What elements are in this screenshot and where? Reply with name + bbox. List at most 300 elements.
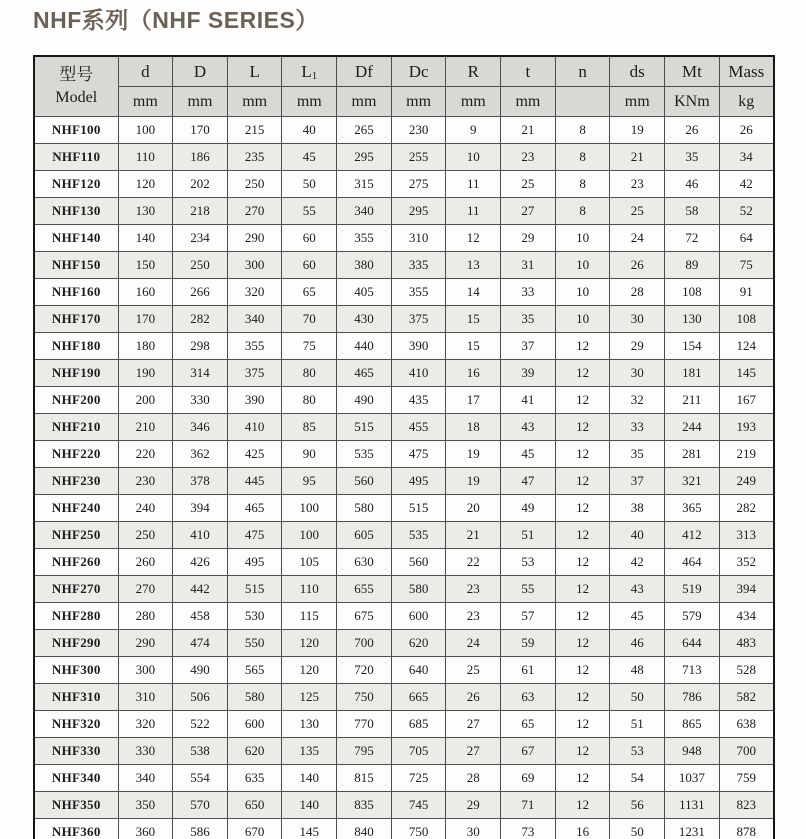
value-cell: 24 bbox=[610, 225, 665, 252]
value-cell: 266 bbox=[173, 279, 228, 306]
value-cell: 685 bbox=[391, 711, 446, 738]
value-cell: 360 bbox=[118, 819, 173, 839]
value-cell: 115 bbox=[282, 603, 337, 630]
table-row bbox=[34, 495, 774, 522]
table-row bbox=[34, 279, 774, 306]
value-cell: 675 bbox=[337, 603, 392, 630]
column-header: n bbox=[555, 56, 610, 87]
value-cell: 55 bbox=[501, 576, 556, 603]
value-cell: 346 bbox=[173, 414, 228, 441]
column-header: Mt bbox=[665, 56, 720, 87]
value-cell: 60 bbox=[282, 252, 337, 279]
value-cell: 14 bbox=[446, 279, 501, 306]
value-cell: 17 bbox=[446, 387, 501, 414]
value-cell: 65 bbox=[282, 279, 337, 306]
value-cell: 474 bbox=[173, 630, 228, 657]
value-cell: 320 bbox=[118, 711, 173, 738]
value-cell: 64 bbox=[719, 225, 774, 252]
value-cell: 465 bbox=[227, 495, 282, 522]
column-unit: mm bbox=[501, 87, 556, 117]
value-cell: 442 bbox=[173, 576, 228, 603]
value-cell: 193 bbox=[719, 414, 774, 441]
value-cell: 16 bbox=[446, 360, 501, 387]
value-cell: 475 bbox=[391, 441, 446, 468]
value-cell: 795 bbox=[337, 738, 392, 765]
model-cell: NHF310 bbox=[34, 684, 118, 711]
model-cell: NHF130 bbox=[34, 198, 118, 225]
value-cell: 705 bbox=[391, 738, 446, 765]
value-cell: 16 bbox=[555, 819, 610, 839]
table-row bbox=[34, 738, 774, 765]
value-cell: 410 bbox=[391, 360, 446, 387]
model-cell: NHF340 bbox=[34, 765, 118, 792]
value-cell: 644 bbox=[665, 630, 720, 657]
value-cell: 265 bbox=[337, 117, 392, 144]
model-cell: NHF290 bbox=[34, 630, 118, 657]
value-cell: 365 bbox=[665, 495, 720, 522]
value-cell: 270 bbox=[118, 576, 173, 603]
value-cell: 750 bbox=[337, 684, 392, 711]
header-row-units bbox=[34, 87, 774, 117]
value-cell: 580 bbox=[391, 576, 446, 603]
table-row bbox=[34, 387, 774, 414]
value-cell: 12 bbox=[555, 333, 610, 360]
value-cell: 160 bbox=[118, 279, 173, 306]
value-cell: 49 bbox=[501, 495, 556, 522]
column-header: d bbox=[118, 56, 173, 87]
value-cell: 26 bbox=[610, 252, 665, 279]
value-cell: 295 bbox=[391, 198, 446, 225]
value-cell: 145 bbox=[719, 360, 774, 387]
value-cell: 340 bbox=[118, 765, 173, 792]
value-cell: 13 bbox=[446, 252, 501, 279]
value-cell: 60 bbox=[282, 225, 337, 252]
value-cell: 21 bbox=[610, 144, 665, 171]
value-cell: 32 bbox=[610, 387, 665, 414]
table-header bbox=[34, 56, 774, 117]
value-cell: 670 bbox=[227, 819, 282, 839]
model-cell: NHF270 bbox=[34, 576, 118, 603]
value-cell: 12 bbox=[555, 468, 610, 495]
value-cell: 10 bbox=[446, 144, 501, 171]
table-row bbox=[34, 225, 774, 252]
value-cell: 310 bbox=[118, 684, 173, 711]
value-cell: 1231 bbox=[665, 819, 720, 839]
value-cell: 865 bbox=[665, 711, 720, 738]
value-cell: 350 bbox=[118, 792, 173, 819]
value-cell: 140 bbox=[118, 225, 173, 252]
value-cell: 582 bbox=[719, 684, 774, 711]
model-cell: NHF120 bbox=[34, 171, 118, 198]
value-cell: 29 bbox=[446, 792, 501, 819]
value-cell: 59 bbox=[501, 630, 556, 657]
value-cell: 140 bbox=[282, 765, 337, 792]
value-cell: 430 bbox=[337, 306, 392, 333]
value-cell: 20 bbox=[446, 495, 501, 522]
value-cell: 72 bbox=[665, 225, 720, 252]
value-cell: 91 bbox=[719, 279, 774, 306]
value-cell: 140 bbox=[282, 792, 337, 819]
value-cell: 10 bbox=[555, 252, 610, 279]
value-cell: 33 bbox=[501, 279, 556, 306]
value-cell: 15 bbox=[446, 306, 501, 333]
value-cell: 535 bbox=[337, 441, 392, 468]
page-title: NHF系列（NHF SERIES） bbox=[33, 7, 319, 33]
value-cell: 85 bbox=[282, 414, 337, 441]
value-cell: 25 bbox=[501, 171, 556, 198]
value-cell: 1131 bbox=[665, 792, 720, 819]
value-cell: 41 bbox=[501, 387, 556, 414]
value-cell: 23 bbox=[610, 171, 665, 198]
value-cell: 394 bbox=[173, 495, 228, 522]
value-cell: 230 bbox=[391, 117, 446, 144]
value-cell: 495 bbox=[391, 468, 446, 495]
value-cell: 30 bbox=[610, 360, 665, 387]
value-cell: 15 bbox=[446, 333, 501, 360]
value-cell: 33 bbox=[610, 414, 665, 441]
value-cell: 23 bbox=[446, 576, 501, 603]
value-cell: 45 bbox=[501, 441, 556, 468]
model-cell: NHF330 bbox=[34, 738, 118, 765]
table-row bbox=[34, 630, 774, 657]
value-cell: 27 bbox=[446, 711, 501, 738]
value-cell: 586 bbox=[173, 819, 228, 839]
value-cell: 42 bbox=[719, 171, 774, 198]
value-cell: 281 bbox=[665, 441, 720, 468]
column-unit: mm bbox=[391, 87, 446, 117]
value-cell: 130 bbox=[665, 306, 720, 333]
value-cell: 700 bbox=[337, 630, 392, 657]
value-cell: 840 bbox=[337, 819, 392, 839]
value-cell: 535 bbox=[391, 522, 446, 549]
value-cell: 282 bbox=[719, 495, 774, 522]
column-header: L bbox=[227, 56, 282, 87]
value-cell: 375 bbox=[391, 306, 446, 333]
value-cell: 483 bbox=[719, 630, 774, 657]
value-cell: 506 bbox=[173, 684, 228, 711]
value-cell: 26 bbox=[446, 684, 501, 711]
value-cell: 11 bbox=[446, 198, 501, 225]
table-row bbox=[34, 792, 774, 819]
value-cell: 170 bbox=[173, 117, 228, 144]
value-cell: 605 bbox=[337, 522, 392, 549]
value-cell: 46 bbox=[610, 630, 665, 657]
value-cell: 554 bbox=[173, 765, 228, 792]
table-row bbox=[34, 144, 774, 171]
value-cell: 150 bbox=[118, 252, 173, 279]
model-cell: NHF180 bbox=[34, 333, 118, 360]
value-cell: 100 bbox=[282, 495, 337, 522]
table-row bbox=[34, 468, 774, 495]
value-cell: 12 bbox=[555, 630, 610, 657]
value-cell: 655 bbox=[337, 576, 392, 603]
model-cell: NHF320 bbox=[34, 711, 118, 738]
value-cell: 24 bbox=[446, 630, 501, 657]
value-cell: 380 bbox=[337, 252, 392, 279]
value-cell: 42 bbox=[610, 549, 665, 576]
value-cell: 180 bbox=[118, 333, 173, 360]
value-cell: 515 bbox=[391, 495, 446, 522]
value-cell: 270 bbox=[227, 198, 282, 225]
value-cell: 565 bbox=[227, 657, 282, 684]
table-row bbox=[34, 252, 774, 279]
value-cell: 89 bbox=[665, 252, 720, 279]
value-cell: 340 bbox=[227, 306, 282, 333]
column-unit: kg bbox=[719, 87, 774, 117]
value-cell: 375 bbox=[227, 360, 282, 387]
value-cell: 580 bbox=[337, 495, 392, 522]
value-cell: 390 bbox=[391, 333, 446, 360]
value-cell: 40 bbox=[610, 522, 665, 549]
value-cell: 210 bbox=[118, 414, 173, 441]
value-cell: 455 bbox=[391, 414, 446, 441]
table-row bbox=[34, 198, 774, 225]
value-cell: 51 bbox=[501, 522, 556, 549]
value-cell: 445 bbox=[227, 468, 282, 495]
value-cell: 770 bbox=[337, 711, 392, 738]
value-cell: 124 bbox=[719, 333, 774, 360]
model-cell: NHF140 bbox=[34, 225, 118, 252]
value-cell: 515 bbox=[227, 576, 282, 603]
value-cell: 713 bbox=[665, 657, 720, 684]
value-cell: 170 bbox=[118, 306, 173, 333]
value-cell: 8 bbox=[555, 117, 610, 144]
model-cell: NHF220 bbox=[34, 441, 118, 468]
value-cell: 110 bbox=[118, 144, 173, 171]
value-cell: 560 bbox=[337, 468, 392, 495]
value-cell: 26 bbox=[665, 117, 720, 144]
value-cell: 759 bbox=[719, 765, 774, 792]
value-cell: 23 bbox=[501, 144, 556, 171]
value-cell: 362 bbox=[173, 441, 228, 468]
value-cell: 108 bbox=[719, 306, 774, 333]
value-cell: 815 bbox=[337, 765, 392, 792]
value-cell: 46 bbox=[665, 171, 720, 198]
value-cell: 12 bbox=[555, 684, 610, 711]
column-header: Df bbox=[337, 56, 392, 87]
value-cell: 220 bbox=[118, 441, 173, 468]
table-row bbox=[34, 522, 774, 549]
value-cell: 63 bbox=[501, 684, 556, 711]
value-cell: 21 bbox=[501, 117, 556, 144]
value-cell: 250 bbox=[227, 171, 282, 198]
value-cell: 12 bbox=[555, 522, 610, 549]
value-cell: 45 bbox=[610, 603, 665, 630]
value-cell: 550 bbox=[227, 630, 282, 657]
value-cell: 135 bbox=[282, 738, 337, 765]
value-cell: 110 bbox=[282, 576, 337, 603]
value-cell: 522 bbox=[173, 711, 228, 738]
value-cell: 12 bbox=[555, 792, 610, 819]
value-cell: 579 bbox=[665, 603, 720, 630]
value-cell: 314 bbox=[173, 360, 228, 387]
column-header: D bbox=[173, 56, 228, 87]
model-cell: NHF350 bbox=[34, 792, 118, 819]
value-cell: 38 bbox=[610, 495, 665, 522]
value-cell: 235 bbox=[227, 144, 282, 171]
value-cell: 80 bbox=[282, 360, 337, 387]
value-cell: 75 bbox=[282, 333, 337, 360]
value-cell: 80 bbox=[282, 387, 337, 414]
value-cell: 35 bbox=[501, 306, 556, 333]
value-cell: 340 bbox=[337, 198, 392, 225]
table-row bbox=[34, 765, 774, 792]
value-cell: 355 bbox=[227, 333, 282, 360]
value-cell: 43 bbox=[610, 576, 665, 603]
value-cell: 275 bbox=[391, 171, 446, 198]
value-cell: 218 bbox=[173, 198, 228, 225]
value-cell: 12 bbox=[555, 495, 610, 522]
value-cell: 19 bbox=[610, 117, 665, 144]
value-cell: 58 bbox=[665, 198, 720, 225]
column-unit: mm bbox=[282, 87, 337, 117]
value-cell: 750 bbox=[391, 819, 446, 839]
column-header: Mass bbox=[719, 56, 774, 87]
value-cell: 464 bbox=[665, 549, 720, 576]
value-cell: 40 bbox=[282, 117, 337, 144]
table-row bbox=[34, 360, 774, 387]
model-cell: NHF230 bbox=[34, 468, 118, 495]
value-cell: 665 bbox=[391, 684, 446, 711]
value-cell: 21 bbox=[446, 522, 501, 549]
value-cell: 12 bbox=[555, 387, 610, 414]
value-cell: 35 bbox=[610, 441, 665, 468]
value-cell: 27 bbox=[446, 738, 501, 765]
value-cell: 12 bbox=[555, 765, 610, 792]
value-cell: 12 bbox=[555, 549, 610, 576]
value-cell: 244 bbox=[665, 414, 720, 441]
table-row bbox=[34, 333, 774, 360]
value-cell: 37 bbox=[501, 333, 556, 360]
value-cell: 50 bbox=[282, 171, 337, 198]
value-cell: 620 bbox=[391, 630, 446, 657]
column-unit: KNm bbox=[665, 87, 720, 117]
value-cell: 321 bbox=[665, 468, 720, 495]
column-header: $L_1$ bbox=[282, 56, 337, 87]
value-cell: 1037 bbox=[665, 765, 720, 792]
value-cell: 12 bbox=[555, 738, 610, 765]
value-cell: 570 bbox=[173, 792, 228, 819]
value-cell: 352 bbox=[719, 549, 774, 576]
value-cell: 300 bbox=[118, 657, 173, 684]
model-cell: NHF240 bbox=[34, 495, 118, 522]
value-cell: 190 bbox=[118, 360, 173, 387]
table-body bbox=[34, 117, 774, 839]
value-cell: 255 bbox=[391, 144, 446, 171]
value-cell: 105 bbox=[282, 549, 337, 576]
value-cell: 71 bbox=[501, 792, 556, 819]
value-cell: 290 bbox=[118, 630, 173, 657]
value-cell: 458 bbox=[173, 603, 228, 630]
value-cell: 26 bbox=[719, 117, 774, 144]
column-header: t bbox=[501, 56, 556, 87]
value-cell: 410 bbox=[173, 522, 228, 549]
column-header: ds bbox=[610, 56, 665, 87]
value-cell: 54 bbox=[610, 765, 665, 792]
value-cell: 330 bbox=[173, 387, 228, 414]
value-cell: 120 bbox=[282, 657, 337, 684]
value-cell: 145 bbox=[282, 819, 337, 839]
model-cell: NHF110 bbox=[34, 144, 118, 171]
value-cell: 280 bbox=[118, 603, 173, 630]
value-cell: 538 bbox=[173, 738, 228, 765]
value-cell: 100 bbox=[118, 117, 173, 144]
value-cell: 378 bbox=[173, 468, 228, 495]
value-cell: 29 bbox=[610, 333, 665, 360]
value-cell: 290 bbox=[227, 225, 282, 252]
value-cell: 95 bbox=[282, 468, 337, 495]
value-cell: 295 bbox=[337, 144, 392, 171]
value-cell: 234 bbox=[173, 225, 228, 252]
column-unit: mm bbox=[446, 87, 501, 117]
value-cell: 53 bbox=[501, 549, 556, 576]
model-cell: NHF170 bbox=[34, 306, 118, 333]
value-cell: 475 bbox=[227, 522, 282, 549]
header-row-labels bbox=[34, 56, 774, 87]
column-unit: mm bbox=[118, 87, 173, 117]
value-cell: 120 bbox=[282, 630, 337, 657]
column-header: R bbox=[446, 56, 501, 87]
value-cell: 745 bbox=[391, 792, 446, 819]
value-cell: 29 bbox=[501, 225, 556, 252]
value-cell: 215 bbox=[227, 117, 282, 144]
table-row bbox=[34, 414, 774, 441]
value-cell: 25 bbox=[446, 657, 501, 684]
value-cell: 12 bbox=[555, 576, 610, 603]
value-cell: 90 bbox=[282, 441, 337, 468]
value-cell: 249 bbox=[719, 468, 774, 495]
value-cell: 600 bbox=[227, 711, 282, 738]
value-cell: 250 bbox=[173, 252, 228, 279]
value-cell: 434 bbox=[719, 603, 774, 630]
value-cell: 61 bbox=[501, 657, 556, 684]
nhf-spec-table bbox=[33, 55, 775, 839]
value-cell: 355 bbox=[391, 279, 446, 306]
value-cell: 53 bbox=[610, 738, 665, 765]
value-cell: 240 bbox=[118, 495, 173, 522]
table-row bbox=[34, 306, 774, 333]
value-cell: 34 bbox=[719, 144, 774, 171]
model-cell: NHF190 bbox=[34, 360, 118, 387]
value-cell: 412 bbox=[665, 522, 720, 549]
value-cell: 330 bbox=[118, 738, 173, 765]
value-cell: 313 bbox=[719, 522, 774, 549]
value-cell: 12 bbox=[555, 441, 610, 468]
value-cell: 440 bbox=[337, 333, 392, 360]
value-cell: 515 bbox=[337, 414, 392, 441]
value-cell: 426 bbox=[173, 549, 228, 576]
value-cell: 10 bbox=[555, 225, 610, 252]
value-cell: 27 bbox=[501, 198, 556, 225]
value-cell: 70 bbox=[282, 306, 337, 333]
table-row bbox=[34, 657, 774, 684]
column-unit: mm bbox=[173, 87, 228, 117]
model-cell: NHF280 bbox=[34, 603, 118, 630]
value-cell: 10 bbox=[555, 279, 610, 306]
value-cell: 600 bbox=[391, 603, 446, 630]
value-cell: 320 bbox=[227, 279, 282, 306]
table-row bbox=[34, 549, 774, 576]
value-cell: 823 bbox=[719, 792, 774, 819]
model-cell: NHF160 bbox=[34, 279, 118, 306]
value-cell: 65 bbox=[501, 711, 556, 738]
value-cell: 519 bbox=[665, 576, 720, 603]
value-cell: 50 bbox=[610, 684, 665, 711]
column-unit: mm bbox=[337, 87, 392, 117]
value-cell: 495 bbox=[227, 549, 282, 576]
value-cell: 125 bbox=[282, 684, 337, 711]
value-cell: 22 bbox=[446, 549, 501, 576]
